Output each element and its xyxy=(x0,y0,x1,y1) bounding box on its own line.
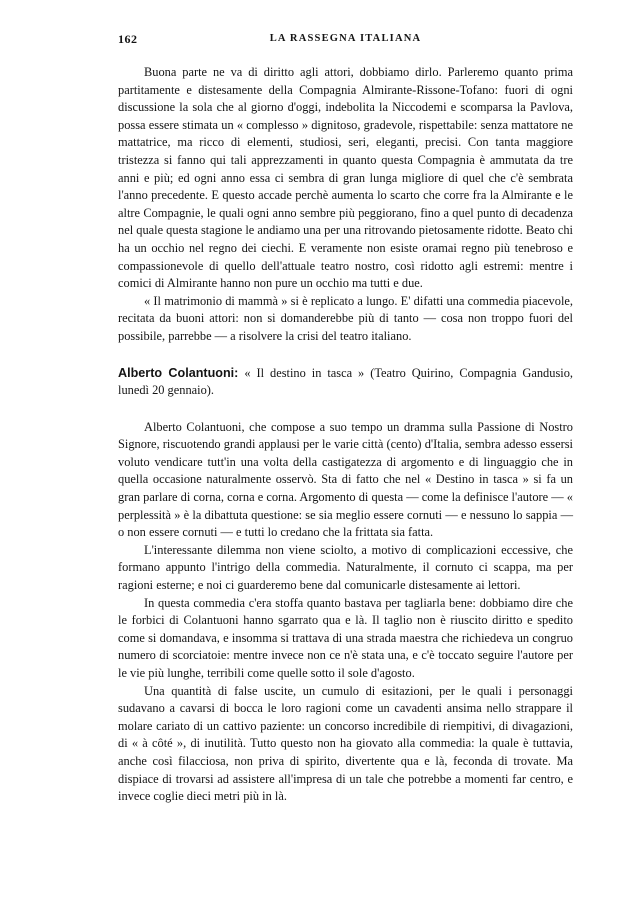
running-head: LA RASSEGNA ITALIANA xyxy=(269,33,422,44)
paragraph: « Il matrimonio di mammà » si è replicato a lungo. E' difatti una commedia piacevole, recitata da buoni attori: non si domanderebbe più di tanto — cosa non troppo fuori del possibile, parrebbe — a risolvere la crisi del teatro italiano. xyxy=(118,293,573,343)
paragraph: Una quantità di false uscite, un cumulo di esitazioni, per le quali i personaggi sudavano a cavarsi di bocca le loro ragioni come un cavadenti ansima nello strappare il molare cariato di un cattivo paziente: un concorso incredibile di riempitivi, di divagazioni, di « à côté », di inutilità. Tutto questo non ha giovato alla commedia: la quale è tuttavia, anche così filacciosa, non priva di spirito, divertente qua e là, feconda di trovate. Ma dispiace di trovarsi ad assistere all'impresa di un tale che potrebbe a momenti far centro, e invece coglie dieci metri più in là. xyxy=(118,683,573,804)
page-number: 162 xyxy=(118,32,138,46)
paragraph: L'interessante dilemma non viene sciolto, a motivo di complicazioni eccessive, che formano appunto l'intrigo della commedia. Naturalmente, il cornuto ci scappa, ma per ragioni esterne; e noi ci guarderemo bene dal comunicarle distesamente ai lettori. xyxy=(118,542,573,593)
page-header xyxy=(118,32,573,48)
review-heading xyxy=(118,365,573,400)
paragraph: In questa commedia c'era stoffa quanto bastava per tagliarla bene: dobbiamo dire che le forbici di Colantuoni hanno sgarrato qua e là. Il taglio non è riuscito diritto e spedito come si domandava, e insomma si trattava di una strada maestra che richiedeva un congruo numero di scorciatoie: mentre invece non ce n'è stata una, e c'è toccato seguire l'autore per le vie più lunghe, terribili come quelle sotto il sole d'agosto. xyxy=(118,595,573,680)
review-intro: « Il destino in tasca » (Teatro Quirino, Compagnia Gandusio, lunedì 20 gennaio). xyxy=(118,365,573,398)
paragraph: Alberto Colantuoni, che compose a suo tempo un dramma sulla Passione di Nostro Signore, riscuotendo grandi applausi per le varie città (cento) d'Italia, sembra adesso essersi voluto vendicare tutt'in una volta della castigatezza di argomento e di linguaggio che in quella occasione naturalmente osservò. Sta di fatto che nel « Destino in tasca » si fa un gran parlare di corna, corna e corna. Argomento di questa — come la definisce l'autore — « perplessità » è la dibattuta questione: se sia meglio essere cornuti — e nessuno lo sappia — o non essere cornuti — e tutti lo credano che la frittata sia fatta. xyxy=(118,419,573,540)
review-author: Alberto Colantuoni: xyxy=(118,365,239,380)
article-body xyxy=(118,64,573,806)
paragraph: Buona parte ne va di diritto agli attori, dobbiamo dirlo. Parleremo quanto prima partitamente e distesamente della Compagnia Almirante-Rissone-Tofano: fuori di ogni discussione la sola che al giorno d'oggi, indebolita la Niccodemi e scomparsa la Pavlova, possa essere stimata un « complesso » dignitoso, gradevole, rispettabile: senza mattatore ne mattatrice, ma ricco di elementi, studiosi, seri, eleganti, precisi. Con tanta maggiore tristezza si fanno qui tali apprezzamenti in quanto questa Compagnia è ammutata da tre anni e più; ed ogni anno essa ci sembra di gran lunga migliore di quel che c'è sembrata l'anno precedente. E questo accade perchè aumenta lo scarto che corre fra la Almirante e le altre Compagnie, le quali ogni anno sembre più peggiorano, fino a quel punto di decadenza nel quale questa stagione le andiamo una per una ritrovando pietosamente ridotte. Beato chi ha un occhio nel regno dei ciechi. E veramente non esiste oramai regno più tenebroso e compassionevole di quello dell'attuale teatro nostro, così ridotto agli estremi: mentre i comici di Almirante hanno non pure un occhio ma tutti e due. xyxy=(118,65,573,291)
